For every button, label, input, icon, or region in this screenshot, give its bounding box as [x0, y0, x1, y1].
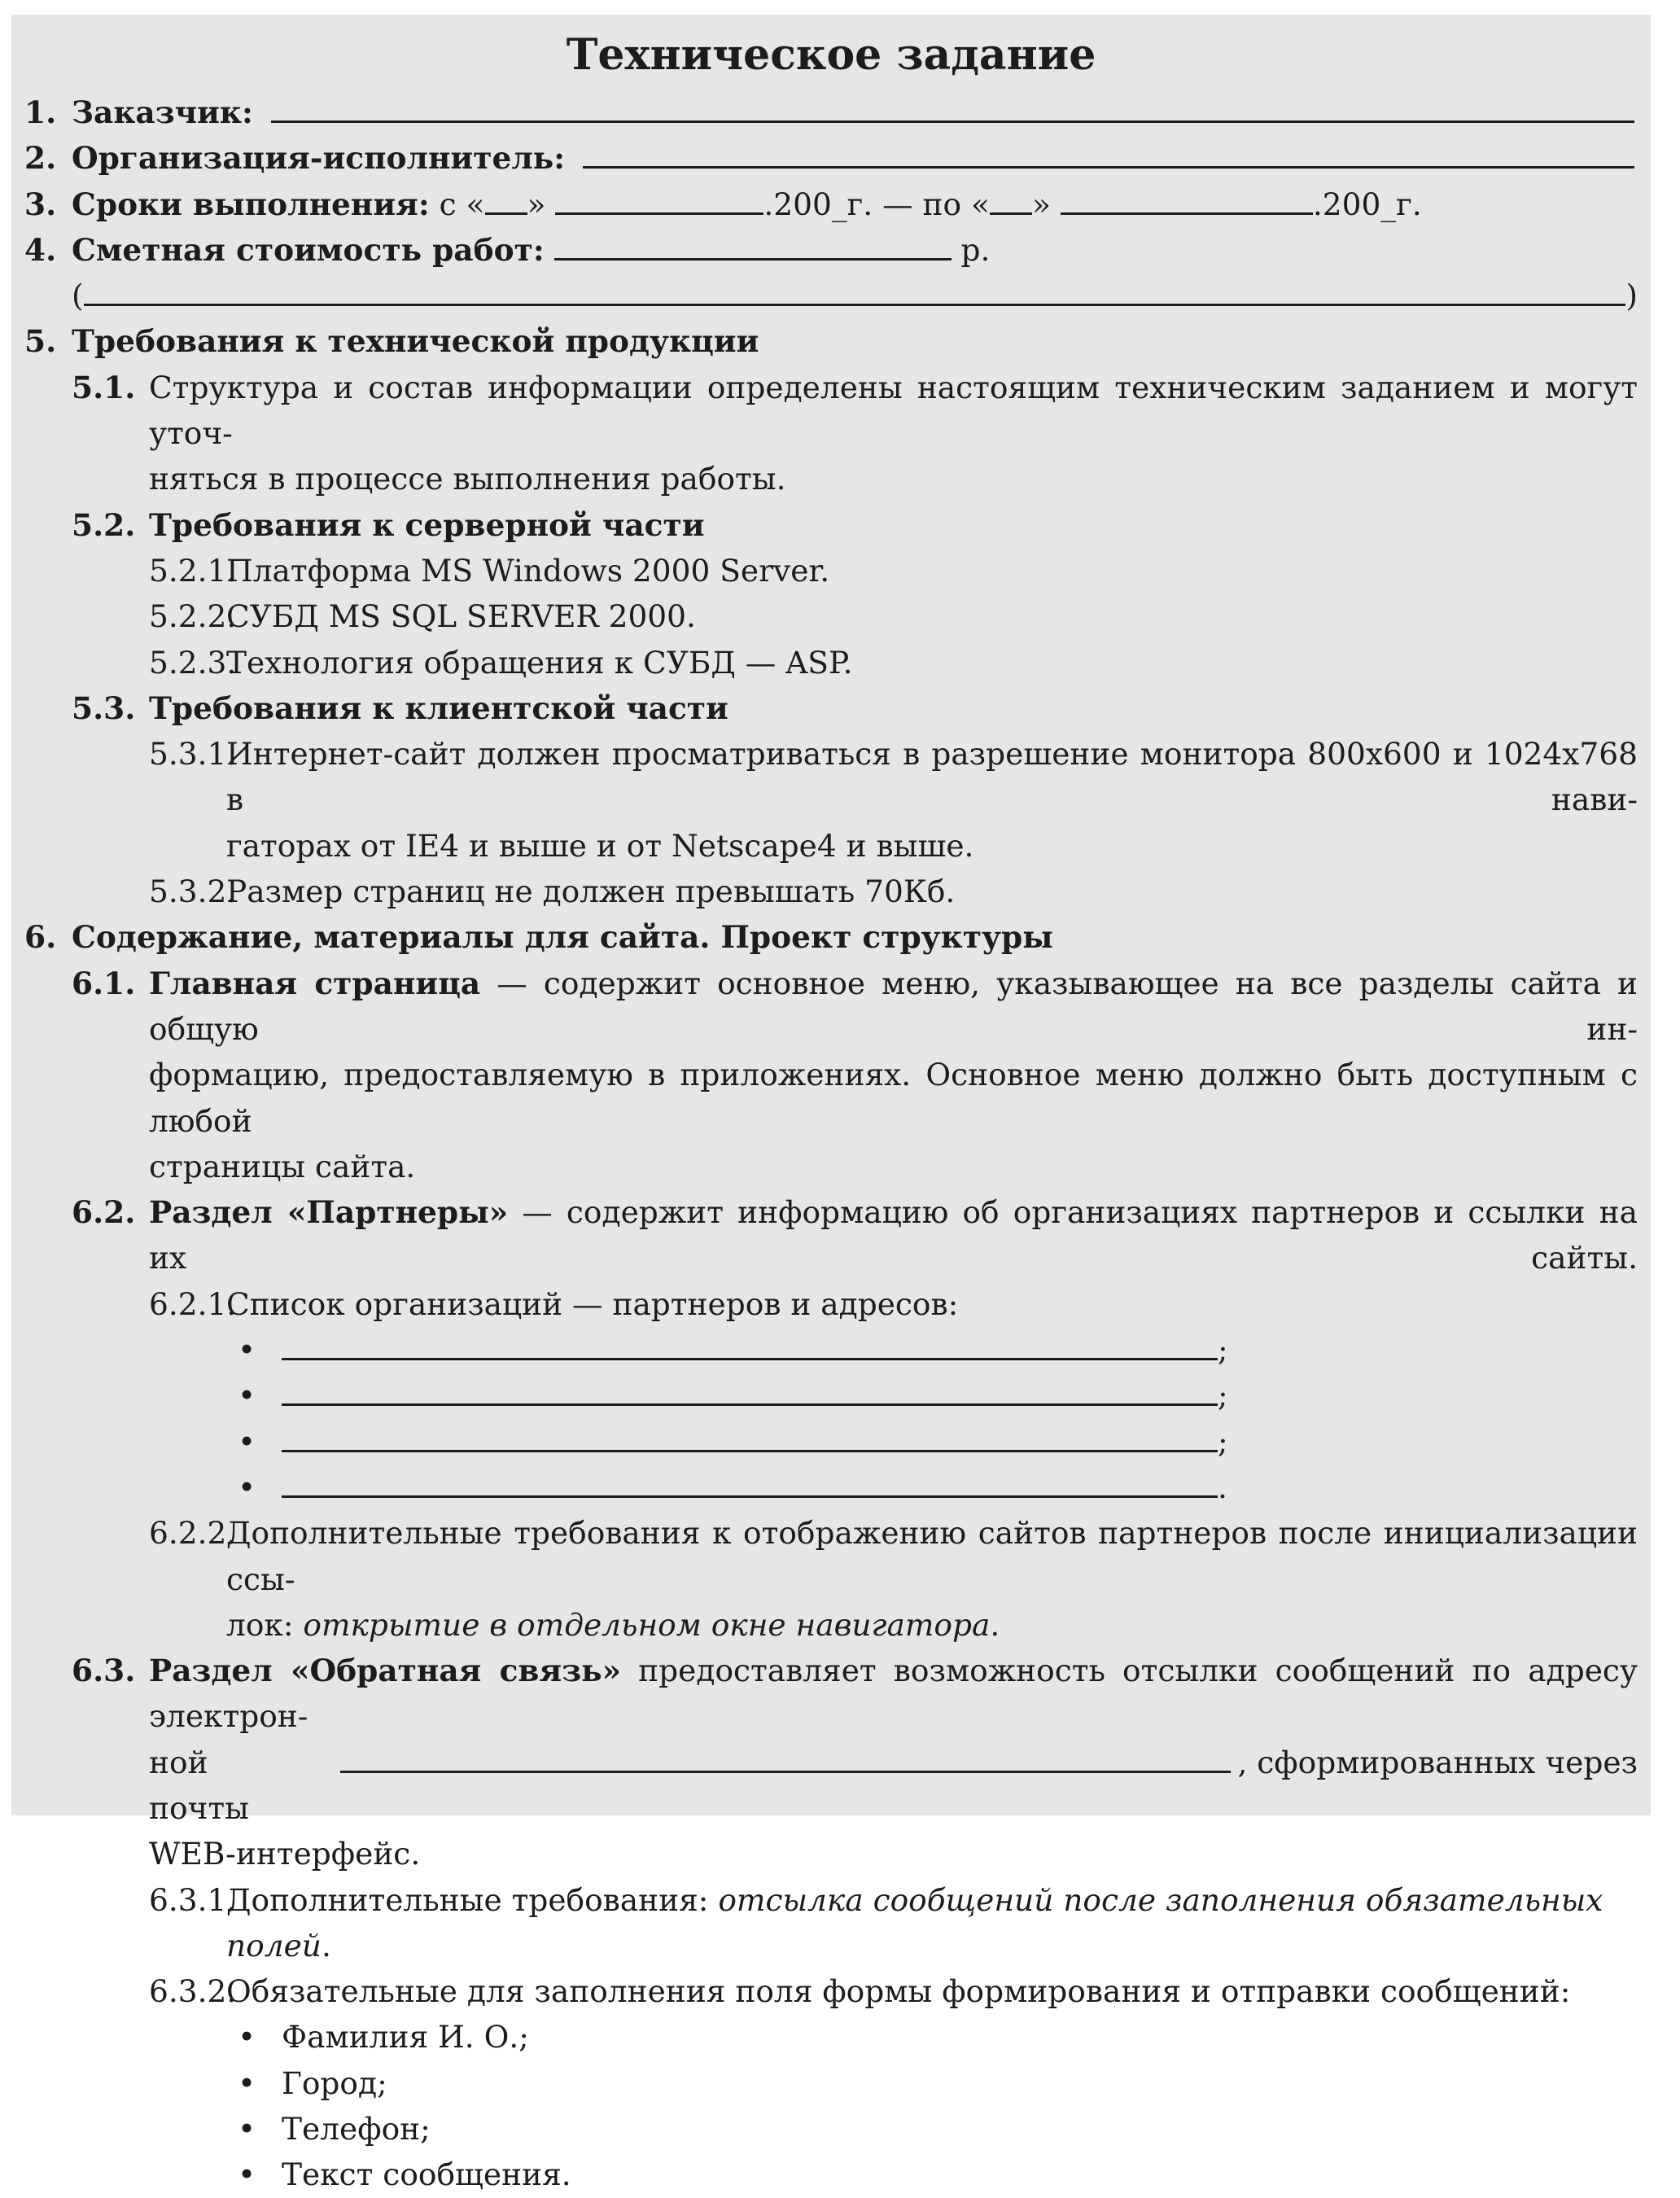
item-5-2-1	[24, 548, 1638, 593]
bullet-icon: •	[238, 2111, 256, 2148]
item-6-2-2	[24, 1510, 1638, 1602]
item-text: предоставляет возможность отсылки сообщений по адресу электрон-	[149, 1653, 1638, 1735]
item-number: 5.2.1.	[149, 552, 237, 589]
text: »	[527, 186, 546, 222]
item-6-3-2	[24, 1968, 1638, 2014]
item-number: 6.2.2.	[149, 1515, 237, 1552]
item-label: Содержание, материалы для сайта. Проект структуры	[72, 919, 1053, 956]
item-5-3-2	[24, 869, 1638, 914]
item-6-3	[24, 1648, 1638, 1740]
item-number: 3.	[24, 186, 57, 222]
fill-line[interactable]	[555, 196, 763, 215]
text: (	[72, 278, 84, 314]
item-5-3	[24, 685, 1638, 731]
fill-line[interactable]	[282, 1479, 1218, 1498]
item-5-1-cont: няться в процессе выполнения работы.	[149, 461, 786, 497]
item-label: Заказчик:	[72, 94, 253, 130]
text: ;	[1218, 1423, 1228, 1460]
item-2	[24, 135, 1638, 181]
item-number: 6.	[24, 919, 57, 956]
item-6-1-cont2: страницы сайта.	[149, 1148, 416, 1184]
partner-bullet-1	[24, 1327, 1638, 1373]
text: .	[990, 1606, 1000, 1643]
bullet-icon: •	[238, 2064, 256, 2101]
item-6-2-1	[24, 1281, 1638, 1327]
fill-line[interactable]	[485, 196, 527, 215]
text: )	[1625, 278, 1638, 314]
item-6-1-cont: формацию, предоставляемую в приложениях. Основное меню должно быть доступным с любой	[149, 1057, 1638, 1139]
bullet-icon: •	[238, 1332, 256, 1368]
item-number: 5.1.	[72, 369, 136, 405]
item-label: Требования к клиентской части	[149, 690, 728, 726]
item-number: 5.	[24, 323, 57, 360]
item-5-1	[24, 365, 1638, 457]
email-fill-line[interactable]	[340, 1754, 1232, 1773]
item-6-2-2-cont	[24, 1602, 1638, 1648]
item-label: Организация-исполнитель:	[72, 140, 566, 177]
text: р.	[960, 231, 991, 268]
text: Дополнительные требования:	[226, 1881, 719, 1918]
fill-line[interactable]	[282, 1342, 1218, 1360]
item-6	[24, 914, 1638, 960]
field-name: Город;	[282, 2064, 387, 2101]
item-3	[24, 182, 1638, 227]
item-6-2	[24, 1189, 1638, 1281]
bullet-icon: •	[238, 1469, 256, 1505]
text: .	[321, 1927, 331, 1964]
item-text: — содержит основное меню, указывающее на все разделы сайта и общую ин-	[149, 965, 1638, 1047]
item-5-2-3	[24, 640, 1638, 685]
fill-line[interactable]	[1061, 196, 1313, 215]
item-text: СУБД MS SQL SERVER 2000.	[226, 598, 696, 635]
item-6-1	[24, 961, 1638, 1053]
item-number: 6.3.	[72, 1653, 136, 1689]
item-text: Интернет-сайт должен просматриваться в разрешение монитора 800x600 и 1024x768 в нави-	[226, 736, 1638, 818]
item-label: Требования к серверной части	[149, 506, 705, 543]
item-number: 6.3.1.	[149, 1881, 237, 1918]
item-number: 2.	[24, 140, 57, 177]
item-label: Раздел «Обратная связь»	[149, 1653, 622, 1689]
text: с «	[439, 186, 485, 222]
item-5-3-1-cont: гаторах от IE4 и выше и от Netscape4 и выше.	[226, 827, 974, 864]
field-bullet-1	[24, 2014, 1638, 2060]
fill-line[interactable]	[583, 150, 1634, 169]
partner-bullet-3	[24, 1419, 1638, 1465]
item-number: 5.2.	[72, 506, 136, 543]
bullet-icon: •	[238, 1377, 256, 1414]
field-name: Телефон;	[282, 2111, 431, 2148]
item-text: Платформа MS Windows 2000 Server.	[226, 552, 830, 589]
item-number: 6.2.	[72, 1194, 136, 1231]
item-1	[24, 90, 1638, 135]
item-text: Размер страниц не должен превышать 70Кб.	[226, 874, 956, 910]
item-5	[24, 318, 1638, 364]
text: ной почты	[149, 1744, 249, 1826]
text: лок:	[226, 1606, 304, 1643]
text: .200_г. — по «	[763, 186, 990, 222]
item-number: 5.3.	[72, 690, 136, 726]
item-text: Структура и состав информации определены настоящим техническим заданием и могут уточ-	[149, 369, 1638, 452]
item-text: — содержит информацию об организациях партнеров и ссылки на их сайты.	[149, 1194, 1638, 1276]
fill-line[interactable]	[990, 196, 1032, 215]
item-text: Технология обращения к СУБД — ASP.	[226, 644, 853, 681]
field-bullet-4	[24, 2152, 1638, 2197]
fill-line[interactable]	[282, 1387, 1218, 1406]
fill-line[interactable]	[271, 104, 1634, 123]
item-6-3-cont	[24, 1740, 1638, 1832]
item-4	[24, 227, 1638, 273]
text: .	[1218, 1469, 1227, 1505]
item-6-3-cont2: WEB-интерфейс.	[149, 1836, 421, 1872]
bullet-icon: •	[238, 1423, 256, 1460]
bullet-icon: •	[238, 2019, 256, 2056]
item-number: 1.	[24, 94, 57, 130]
item-6-3-1	[24, 1877, 1638, 1969]
item-number: 6.2.1.	[149, 1285, 237, 1322]
item-4-amount	[24, 273, 1638, 318]
partner-bullet-4	[24, 1465, 1638, 1510]
item-text: Обязательные для заполнения поля формы формирования и отправки сообщений:	[226, 1973, 1571, 2010]
item-text: Дополнительные требования к отображению сайтов партнеров после инициализации ссы-	[226, 1515, 1638, 1597]
item-5-3-1	[24, 731, 1638, 823]
item-number: 6.3.2.	[149, 1973, 237, 2010]
text: »	[1031, 186, 1051, 222]
item-number: 5.2.2.	[149, 598, 237, 635]
field-bullet-2	[24, 2060, 1638, 2106]
document-sheet	[11, 15, 1651, 2193]
item-5-2-2	[24, 593, 1638, 639]
partner-bullet-2	[24, 1373, 1638, 1418]
item-label: Сроки выполнения:	[72, 186, 430, 222]
item-number: 5.3.1.	[149, 736, 237, 773]
document-title: Техническое задание	[566, 30, 1096, 80]
italic-text: открытие в отдельном окне навигатора	[303, 1606, 991, 1643]
fill-line[interactable]	[84, 287, 1626, 306]
item-text: Список организаций — партнеров и адресов:	[226, 1285, 959, 1322]
item-label: Требования к технической продукции	[72, 323, 759, 360]
fill-line[interactable]	[282, 1434, 1218, 1452]
item-label: Раздел «Партнеры»	[149, 1194, 509, 1231]
item-label: Сметная стоимость работ:	[72, 231, 545, 268]
text: .200_г.	[1312, 186, 1422, 222]
item-number: 4.	[24, 231, 57, 268]
field-bullet-3	[24, 2106, 1638, 2152]
item-label: Главная страница	[149, 965, 481, 1001]
field-name: Фамилия И. О.;	[282, 2019, 529, 2056]
item-number: 5.3.2.	[149, 874, 237, 910]
text: , сформированных через	[1237, 1744, 1638, 1780]
field-name: Текст сообщения.	[282, 2156, 571, 2193]
fill-line[interactable]	[554, 242, 952, 261]
text: ;	[1218, 1377, 1228, 1414]
item-5-2	[24, 502, 1638, 548]
item-number: 5.2.3.	[149, 644, 237, 681]
italic-text: отсылка сообщений после заполнения обязательных полей	[226, 1881, 1603, 1964]
text: ;	[1218, 1332, 1228, 1368]
bullet-icon: •	[238, 2156, 256, 2193]
item-number: 6.1.	[72, 965, 136, 1001]
